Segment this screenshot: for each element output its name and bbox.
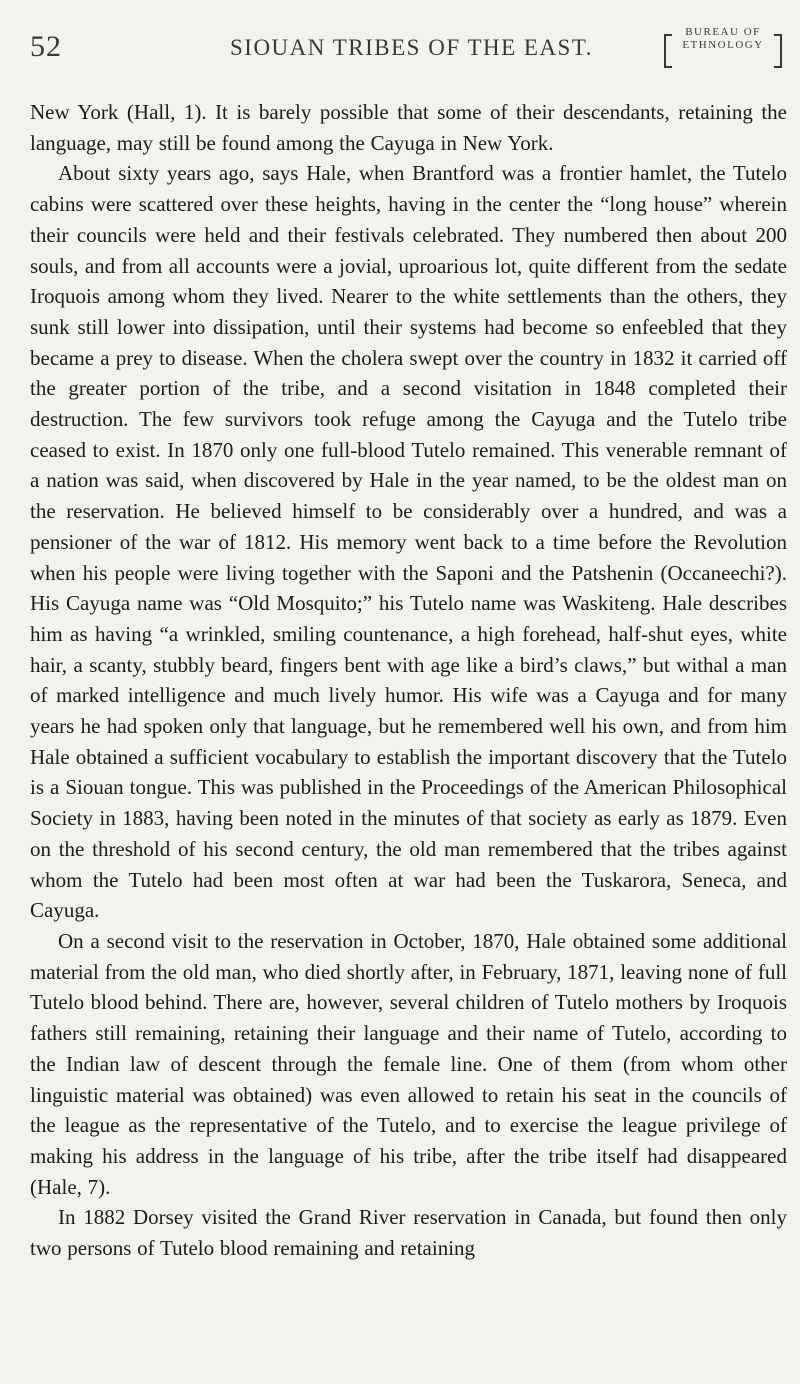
paragraph-tutelo-history: About sixty years ago, says Hale, when Brantford was a frontier hamlet, the Tutelo cabins were scattered over these heights, having in the center the “long house” wherein their councils were held and their festivals celebrated. They numbered then about 200 souls, and from all accounts were a jovial, uproarious lot, quite different from the sedate Iroquois among whom they lived. Nearer to the white settlements than the others, they sunk still lower into dissipation, until their systems had become so enfeebled that they became a prey to disease. When the cholera swept over the country in 1832 it carried off the greater portion of the tribe, and a second visitation in 1848 completed their destruction. The few survivors took refuge among the Cayuga and the Tutelo tribe ceased to exist. In 1870 only one full-blood Tutelo remained. This venerable remnant of a nation was said, when discovered by Hale in the year named, to be the oldest man on the reservation. He believed himself to be considerably over a hundred, and was a pensioner of the war of 1812. His memory went back to a time before the Revolution when his people were living together with the Saponi and the Patshenin (Occaneechi?). His Cayuga name was “Old Mosquito;” his Tutelo name was Waskiteng. Hale describes him as having “a wrinkled, smiling countenance, a high forehead, half-shut eyes, white hair, a scanty, stubbly beard, fingers bent with age like a bird’s claws,” but withal a man of marked intelligence and much lively humor. His wife was a Cayuga and for many years he had spoken only that language, but he remembered well his own, and from him Hale obtained a sufficient vocabulary to establish the important discovery that the Tutelo is a Siouan tongue. This was published in the Proceedings of the American Philosophical Society in 1883, having been noted in the minutes of that society as early as 1879. Even on the threshold of his second century, the old man remembered that the tribes against whom the Tutelo had been most often at war had been the Tuskarora, Seneca, and Cayuga.: [30, 161, 787, 923]
paragraph-dorsey-visit: In 1882 Dorsey visited the Grand River reservation in Canada, but found then only two persons of Tutelo blood remaining and retaining: [30, 1205, 787, 1261]
page-header: [0, 22, 800, 72]
paragraph-second-visit: On a second visit to the reservation in October, 1870, Hale obtained some additional material from the old man, who died shortly after, in February, 1871, leaving none of full Tutelo blood behind. There are, however, several children of Tutelo mothers by Iroquois fathers still remaining, retaining their language and their name of Tutelo, according to the Indian law of descent through the female line. One of them (from whom other linguistic material was obtained) was even allowed to retain his seat in the councils of the league as the representative of the Tutelo, and to exercise the league privilege of making his address in the language of his tribe, after the tribe itself had disappeared (Hale, 7).: [30, 928, 787, 1199]
paragraph-continued: New York (Hall, 1). It is barely possible that some of their descendants, retaining the language, may still be found among the Cayuga in New York.: [30, 100, 787, 155]
body-text: [30, 97, 787, 1264]
bureau-line-2: ETHNOLOGY: [682, 39, 764, 51]
bureau-line-1: BUREAU OF: [685, 26, 761, 38]
left-bracket: [664, 34, 672, 68]
bureau-of-ethnology-mark: [668, 26, 778, 52]
running-head: SIOUAN TRIBES OF THE EAST.: [230, 35, 593, 60]
page-number: 52: [30, 30, 62, 63]
right-bracket: [774, 34, 782, 68]
